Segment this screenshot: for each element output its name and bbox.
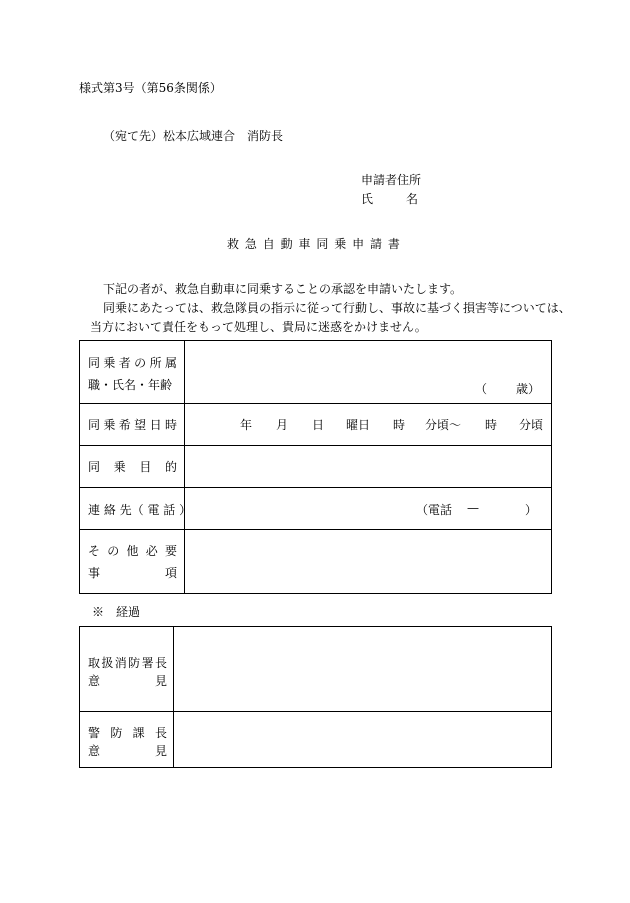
applicant-name-label [361,190,418,207]
label-char: 扱 [101,656,114,670]
table-divider [173,627,174,767]
title-char: 救 [227,237,240,251]
label-char: 必 [145,544,158,558]
label-char: 日 [149,418,162,432]
label-char: 課 [132,726,145,740]
label-char: 者 [118,356,131,370]
row-divider [80,487,551,488]
contact-phone-label: 連 絡 先（ 電 話 ） [88,503,192,517]
age-open-paren: （ [475,382,488,396]
application-table [79,340,552,594]
row-divider [80,445,551,446]
label-char: 目 [139,460,152,474]
date-month: 月 [276,418,289,432]
time-minute-start: 分頃～ [425,418,462,432]
label-char: 警 [88,726,101,740]
time-hour-start: 時 [393,418,406,432]
title-char: 申 [352,237,365,251]
body-line-1: 下記の者が、救急自動車に同乗することの承認を申請いたします。 [103,282,463,296]
phone-dash: — [467,501,479,515]
progress-label: ※ 経過 [92,605,141,619]
label-char: 署 [141,656,154,670]
label-char: 乗 [113,460,126,474]
label-char: 取 [88,656,101,670]
label-char: 防 [128,656,141,670]
ride-purpose-label [88,458,177,475]
table-divider [184,341,185,593]
section-chief-opinion-label [88,742,167,759]
name-label-second: 名 [405,192,418,206]
row-divider [80,529,551,530]
label-char: 事 [88,566,101,580]
label-char: 希 [118,418,131,432]
label-char: 乗 [103,356,116,370]
time-hour-end: 時 [485,418,498,432]
label-char: 長 [154,656,167,670]
body-line-3: 当方において責任をもって処理し、貴局に迷惑をかけません。 [90,320,427,334]
label-char: 項 [164,566,177,580]
title-char: 請 [370,237,383,251]
label-char: そ [88,544,101,558]
station-chief-opinion-label [88,672,167,689]
label-char: 所 [149,356,162,370]
desired-datetime-label [88,416,177,433]
other-required-label [88,542,177,559]
age-unit: 歳） [516,382,541,396]
phone-open: （電話 [416,503,453,517]
label-char: 消 [114,656,127,670]
title-char: 乗 [334,237,347,251]
title-char: 書 [387,237,400,251]
title-char: 自 [262,237,275,251]
label-char: 防 [110,726,123,740]
label-char: 同 [88,356,101,370]
date-day: 日 [312,418,325,432]
body-line-2: 同乗にあたっては、救急隊員の指示に従って行動し、事故に基づく損害等については、 [103,301,571,315]
companion-name-age-label: 職・氏名・年齢 [88,378,173,392]
label-char: 他 [126,544,139,558]
date-weekday: 曜日 [346,418,371,432]
label-char: 同 [88,460,101,474]
row-divider [80,403,551,404]
label-char: 要 [164,544,177,558]
title-char: 急 [244,237,257,251]
label-char: 意 [88,744,101,758]
label-char: 見 [154,674,167,688]
document-title [227,235,400,252]
name-label-first: 氏 [361,192,374,206]
label-char: 意 [88,674,101,688]
progress-table [79,626,552,768]
label-char: 長 [154,726,167,740]
label-char: 乗 [103,418,116,432]
label-char: 見 [154,744,167,758]
form-number: 様式第3号（第56条関係） [79,81,222,95]
date-year: 年 [240,418,253,432]
addressee: （宛て先）松本広域連合 消防長 [103,129,284,143]
section-chief-label [88,724,167,741]
phone-close: ） [525,503,538,517]
label-char: 属 [164,356,177,370]
label-char: 望 [134,418,147,432]
applicant-address-label: 申請者住所 [361,173,422,187]
label-char: の [107,544,120,558]
station-chief-label [88,654,167,671]
companion-affiliation-label [88,354,177,371]
title-char: 車 [298,237,311,251]
other-items-label [88,564,177,581]
title-char: 動 [280,237,293,251]
label-char: 同 [88,418,101,432]
label-char: の [134,356,147,370]
time-minute-end: 分頃 [519,418,544,432]
label-char: 時 [164,418,177,432]
title-char: 同 [316,237,329,251]
label-char: 的 [164,460,177,474]
row-divider [80,711,551,712]
